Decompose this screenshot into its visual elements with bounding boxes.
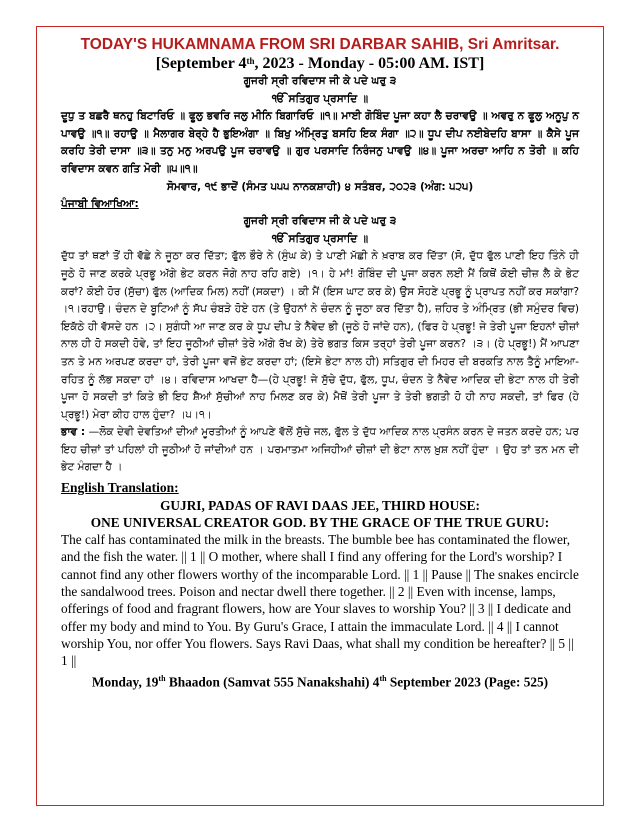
- footer-prefix: Monday, 19: [91, 674, 159, 690]
- hukamnama-sheet: [36, 26, 604, 806]
- footer-rest: September 2023 (Page: 525): [386, 674, 549, 690]
- hukam-date: ਸੋਮਵਾਰ, ੧੯ ਭਾਦੋਂ (ਸੰਮਤ ੫੫੫ ਨਾਨਕਸ਼ਾਹੀ) ੪ ਸਤੰਬਰ, ੨੦੨੩ (ਅੰਗ: ੫੨੫): [166, 180, 474, 193]
- date-suffix: th: [246, 56, 255, 66]
- english-heading: GUJRI, PADAS OF RAVI DAAS JEE, THIRD HOUSE:: [160, 498, 480, 514]
- date-prefix: [September 4: [155, 55, 247, 72]
- english-translation: The calf has contaminated the milk in the breasts. The bumble bee has contaminated the flower, and the fish the water. || 1 || O mother, where shall I find any offering for the Lord's worship? I cannot find any other flowers worthy of the incomparable Lord. || 1 || Pause || The snakes encircle the sandalwood trees. Poison and nectar dwell there together. || 2 || Even with incense, lamps, offerings of food and fragrant flowers, how are Your slaves to worship You? || 3 || I dedicate and offer my body and mind to You. By Guru's Grace, I attain the immaculate Lord. || 4 || I cannot worship You, nor offer You flowers. Says Ravi Daas, what shall my condition be hereafter? || 5 || 1 ||: [61, 532, 579, 669]
- date-rest: , 2023 - Monday - 05:00 AM. IST]: [254, 55, 485, 72]
- punjabi-label: ਪੰਜਾਬੀ ਵਿਆਖਿਆ:: [61, 198, 139, 211]
- hukam-heading: ਗੂਜਰੀ ਸ੍ਰੀ ਰਵਿਦਾਸ ਜੀ ਕੇ ਪਦੇ ਘਰੁ ੩: [243, 75, 397, 87]
- punjabi-heading: ਗੂਜਰੀ ਸ੍ਰੀ ਰਵਿਦਾਸ ਜੀ ਕੇ ਪਦੇ ਘਰੁ ੩: [243, 215, 397, 228]
- punjabi-explanation: ਦੁੱਧ ਤਾਂ ਥਣਾਂ ਤੋਂ ਹੀ ਵੱਛੇ ਨੇ ਜੂਠਾ ਕਰ ਦਿੱਤਾ; ਫੁੱਲ ਭੌਰੇ ਨੇ (ਸੁੰਘ ਕੇ) ਤੇ ਪਾਣੀ ਮੱਛੀ ਨੇ ਖ਼ਰਾਬ ਕਰ ਦਿੱਤਾ (ਸੋ, ਦੁੱਧ ਫੁੱਲ ਪਾਣੀ ਇਹ ਤਿੰਨੇ ਹੀ ਜੂਠੇ ਹੋ ਜਾਣ ਕਰਕੇ ਪ੍ਰਭੂ ਅੱਗੇ ਭੇਟ ਕਰਨ ਜੋਗੇ ਨਾਹ ਰਹਿ ਗਏ) ।੧। ਹੇ ਮਾਂ! ਗੋਬਿੰਦ ਦੀ ਪੂਜਾ ਕਰਨ ਲਈ ਮੈਂ ਕਿਥੋਂ ਕੋਈ ਚੀਜ਼ ਲੈ ਕੇ ਭੇਟ ਕਰਾਂ? ਕੋਈ ਹੋਰ (ਸੁੱਚਾ) ਫੁੱਲ (ਆਦਿਕ ਮਿਲ) ਨਹੀਂ (ਸਕਦਾ) । ਕੀ ਮੈਂ (ਇਸ ਘਾਟ ਕਰ ਕੇ) ਉਸ ਸੋਹਣੇ ਪ੍ਰਭੂ ਨੂੰ ਪ੍ਰਾਪਤ ਨਹੀਂ ਕਰ ਸਕਾਂਗਾ? ।੧।ਰਹਾਉ। ਚੰਦਨ ਦੇ ਬੂਟਿਆਂ ਨੂੰ ਸੱਪ ਚੰਬੜੇ ਹੋਏ ਹਨ (ਤੇ ਉਹਨਾਂ ਨੇ ਚੰਦਨ ਨੂੰ ਜੂਠਾ ਕਰ ਦਿੱਤਾ ਹੈ), ਜ਼ਹਿਰ ਤੇ ਅੰਮ੍ਰਿਤ (ਭੀ ਸਮੁੰਦਰ ਵਿਚ) ਇਕੱਠੇ ਹੀ ਵੱਸਦੇ ਹਨ ।੨। ਸੁਗੰਧੀ ਆ ਜਾਣ ਕਰ ਕੇ ਧੂਪ ਦੀਪ ਤੇ ਨੈਵੇਦ ਭੀ (ਜੂਠੇ ਹੋ ਜਾਂਦੇ ਹਨ), (ਫਿਰ ਹੇ ਪ੍ਰਭੂ! ਜੇ ਤੇਰੀ ਪੂਜਾ ਇਹਨਾਂ ਚੀਜ਼ਾਂ ਨਾਲ ਹੀ ਹੋ ਸਕਦੀ ਹੋਵੇ, ਤਾਂ ਇਹ ਜੂਠੀਆਂ ਚੀਜ਼ਾਂ ਤੇਰੇ ਅੱਗੇ ਰੱਖ ਕੇ) ਤੇਰੇ ਭਗਤ ਕਿਸ ਤਰ੍ਹਾਂ ਤੇਰੀ ਪੂਜਾ ਕਰਨ? ।੩। (ਹੇ ਪ੍ਰਭੂ!) ਮੈਂ ਆਪਣਾ ਤਨ ਤੇ ਮਨ ਅਰਪਣ ਕਰਦਾ ਹਾਂ, ਤੇਰੀ ਪੂਜਾ ਵਜੋਂ ਭੇਟ ਕਰਦਾ ਹਾਂ; (ਇਸੇ ਭੇਟਾ ਨਾਲ ਹੀ) ਸਤਿਗੁਰ ਦੀ ਮਿਹਰ ਦੀ ਬਰਕਤਿ ਨਾਲ ਤੈਨੂੰ ਮਾਇਆ-ਰਹਿਤ ਨੂੰ ਲੱਭ ਸਕਦਾ ਹਾਂ ।੪। ਰਵਿਦਾਸ ਆਖਦਾ ਹੈ—(ਹੇ ਪ੍ਰਭੂ! ਜੇ ਸੁੱਚੇ ਦੁੱਧ, ਫੁੱਲ, ਧੂਪ, ਚੰਦਨ ਤੇ ਨੈਵੇਦ ਆਦਿਕ ਦੀ ਭੇਟਾ ਨਾਲ ਹੀ ਤੇਰੀ ਪੂਜਾ ਹੋ ਸਕਦੀ ਤਾਂ ਕਿਤੇ ਭੀ ਇਹ ਸ਼ੈਆਂ ਸੁੱਚੀਆਂ ਨਾਹ ਮਿਲਣ ਕਰ ਕੇ) ਮੈਥੋਂ ਤੇਰੀ ਪੂਜਾ ਤੇ ਤੇਰੀ ਭਗਤੀ ਹੋ ਹੀ ਨਾਹ ਸਕਦੀ, ਤਾਂ ਫਿਰ (ਹੇ ਪ੍ਰਭੂ!) ਮੇਰਾ ਕੀਹ ਹਾਲ ਹੁੰਦਾ? ।੫।੧।: [61, 250, 579, 421]
- hukam-mool-mantar: ੴ ਸਤਿਗੁਰ ਪ੍ਰਸਾਦਿ ॥: [271, 92, 369, 105]
- date-line: [61, 54, 579, 73]
- sheet-content: [61, 35, 579, 692]
- english-footer: [61, 670, 579, 691]
- english-label: English Translation:: [61, 480, 179, 496]
- punjabi-mool-mantar: ੴ ਸਤਿਗੁਰ ਪ੍ਰਸਾਦਿ ॥: [271, 232, 369, 245]
- title-text: TODAY'S HUKAMNAMA FROM SRI DARBAR SAHIB,: [80, 36, 464, 53]
- bhav-text: —ਲੋਕ ਦੇਵੀ ਦੇਵਤਿਆਂ ਦੀਆਂ ਮੂਰਤੀਆਂ ਨੂੰ ਆਪਣੇ ਵੱਲੋਂ ਸੁੱਚੇ ਜਲ, ਫੁੱਲ ਤੇ ਦੁੱਧ ਆਦਿਕ ਨਾਲ ਪ੍ਰਸੰਨ ਕਰਨ ਦੇ ਜਤਨ ਕਰਦੇ ਹਨ; ਪਰ ਇਹ ਚੀਜ਼ਾਂ ਤਾਂ ਪਹਿਲਾਂ ਹੀ ਜੂਠੀਆਂ ਹੋ ਜਾਂਦੀਆਂ ਹਨ । ਪਰਮਾਤਮਾ ਅਜਿਹੀਆਂ ਚੀਜ਼ਾਂ ਦੀ ਭੇਟਾ ਨਾਲ ਖ਼ੁਸ਼ ਨਹੀਂ ਹੁੰਦਾ । ਉਹ ਤਾਂ ਤਨ ਮਨ ਦੀ ਭੇਟ ਮੰਗਦਾ ਹੈ ।: [61, 426, 579, 474]
- footer-sup-1: th: [158, 674, 166, 684]
- footer-sup-2: th: [379, 674, 387, 684]
- bhav-label: ਭਾਵ :: [61, 426, 86, 439]
- page-title: [61, 35, 579, 54]
- english-mool-mantar: ONE UNIVERSAL CREATOR GOD. BY THE GRACE OF THE TRUE GURU:: [90, 515, 550, 531]
- bhav-paragraph: [61, 424, 579, 477]
- footer-mid: Bhaadon (Samvat 555 Nanakshahi) 4: [165, 674, 380, 690]
- title-location: Sri Amritsar.: [463, 36, 560, 53]
- hukam-verse: ਦੂਧੁ ਤ ਬਛਰੈ ਥਨਹੁ ਬਿਟਾਰਿਓ ॥ ਫੂਲੁ ਭਵਰਿ ਜਲੁ ਮੀਨਿ ਬਿਗਾਰਿਓ ॥੧॥ ਮਾਈ ਗੋਬਿੰਦ ਪੂਜਾ ਕਹਾ ਲੈ ਚਰਾਵਉ ॥ ਅਵਰੁ ਨ ਫੂਲੁ ਅਨੂਪੁ ਨ ਪਾਵਉ ॥੧॥ ਰਹਾਉ ॥ ਮੈਲਾਗਰ ਬੇਰ੍ਹੇ ਹੈ ਭੁਇਅੰਗਾ ॥ ਬਿਖੁ ਅੰਮ੍ਰਿਤੁ ਬਸਹਿ ਇਕ ਸੰਗਾ ॥੨॥ ਧੂਪ ਦੀਪ ਨਈਬੇਦਹਿ ਬਾਸਾ ॥ ਕੈਸੇ ਪੂਜ ਕਰਹਿ ਤੇਰੀ ਦਾਸਾ ॥੩॥ ਤਨੁ ਮਨੁ ਅਰਪਉ ਪੂਜ ਚਰਾਵਉ ॥ ਗੁਰ ਪਰਸਾਦਿ ਨਿਰੰਜਨੁ ਪਾਵਉ ॥੪॥ ਪੂਜਾ ਅਰਚਾ ਆਹਿ ਨ ਤੋਰੀ ॥ ਕਹਿ ਰਵਿਦਾਸ ਕਵਨ ਗਤਿ ਮੋਰੀ ॥੫॥੧॥: [61, 110, 579, 175]
